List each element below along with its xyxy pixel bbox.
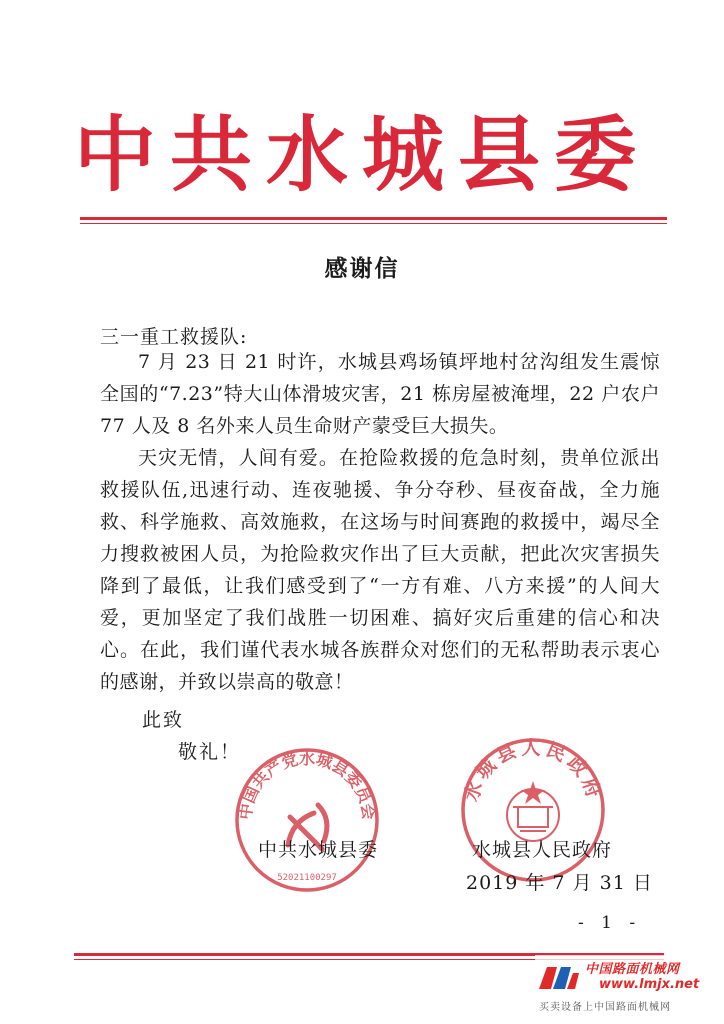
site-logo-icon xyxy=(537,959,581,995)
watermark-slogan: 买卖设备上中国路面机械网 xyxy=(539,1002,671,1013)
body-paragraph-1: 7 月 23 日 21 时许，水城县鸡场镇坪地村岔沟组发生震惊全国的“7.23”特大山体滑坡灾害，21 栋房屋被淹埋，22 户农户 77 人及 8 名外来人员生命财产蒙受巨大损失。 xyxy=(100,351,660,437)
watermark-url: www.lmjx.net xyxy=(599,977,700,992)
watermark-site-name: 中国路面机械网 xyxy=(585,962,680,977)
closing-line-2: 敬礼！ xyxy=(178,741,242,763)
document-title: 感谢信 xyxy=(324,256,400,282)
signature-date: 2019 年 7 月 31 日 xyxy=(466,872,653,894)
party-committee-seal-icon xyxy=(232,745,382,895)
signature-party-committee: 中共水城县委 xyxy=(258,839,379,861)
page-number: - 1 - xyxy=(578,913,642,933)
salutation: 三一重工救援队: xyxy=(100,326,248,348)
government-seal-icon xyxy=(458,735,608,885)
body-paragraph-2: 天灾无情，人间有爱。在抢险救援的危急时刻，贵单位派出救援队伍,迅速行动、连夜驰援、争分夺秒、昼夜奋战，全力施救、科学施救、高效施救，在这场与时间赛跑的救援中，竭尽全力搜救被困人员，为抢险救灾作出了巨大贡献，把此次灾害损失降到了最低，让我们感受到了“一方有难、八方来援”的人间大爱，更加坚定了我们战胜一切困难、搞好灾后重建的信心和决心。在此，我们谨代表水城各族群众对您们的无私帮助表示衷心的感谢，并致以崇高的敬意！ xyxy=(100,447,660,693)
seal-code: 52021100297 xyxy=(277,873,337,883)
signature-government: 水城县人民政府 xyxy=(472,839,613,861)
letterhead-rule-thin xyxy=(80,223,667,224)
closing-line-1: 此致 xyxy=(142,709,185,731)
svg-text:中国共产党水城县委员会: 中国共产党水城县委员会 xyxy=(235,749,379,821)
letterhead: 中共水城县委 xyxy=(73,107,650,203)
letterhead-rule-thick xyxy=(80,217,667,220)
svg-text:水城县人民政府: 水城县人民政府 xyxy=(460,737,606,805)
watermark xyxy=(535,955,721,1019)
